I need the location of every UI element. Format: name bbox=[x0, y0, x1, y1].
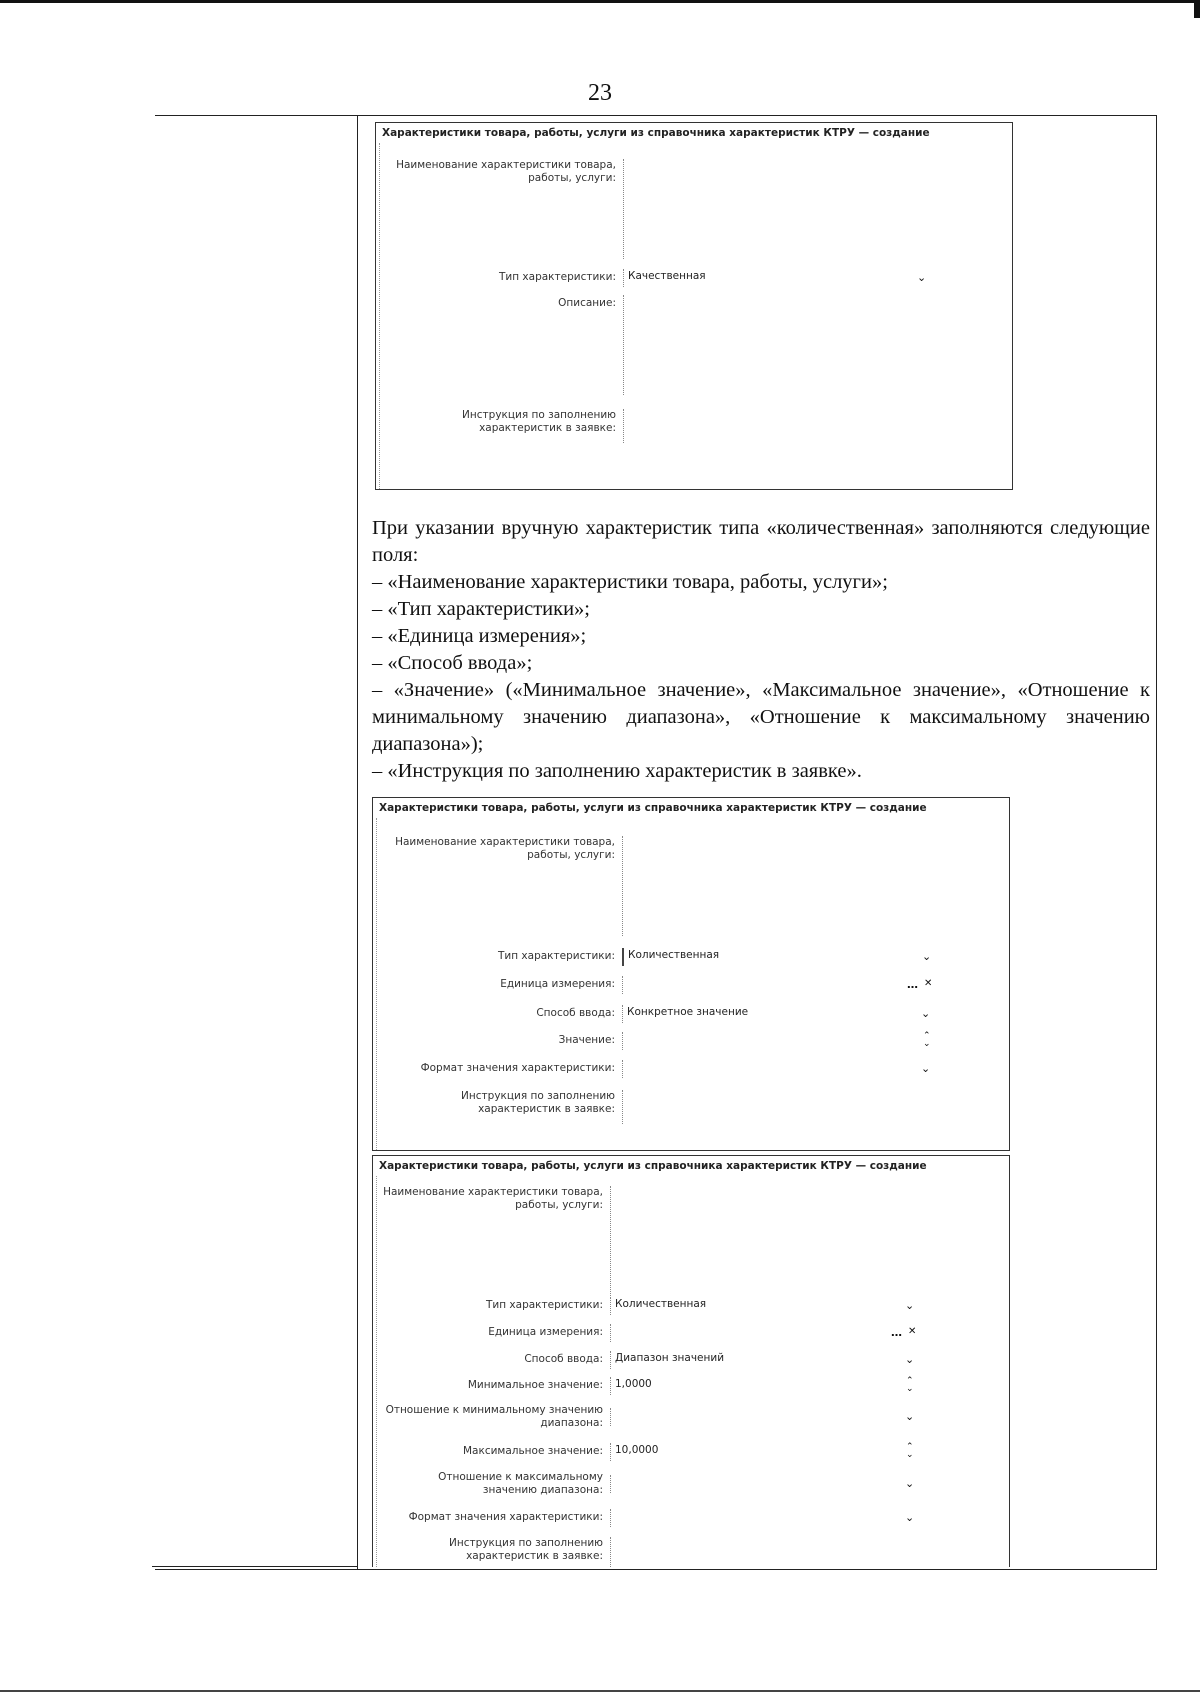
value-spinner[interactable] bbox=[622, 1032, 937, 1050]
unit-lookup[interactable] bbox=[610, 1324, 920, 1342]
field-label: Способ ввода: bbox=[524, 1353, 603, 1365]
field-label: Наименование характеристики товара, работы, услуги: bbox=[396, 159, 616, 184]
min-relation-select[interactable] bbox=[610, 1408, 920, 1426]
instruction-textarea[interactable] bbox=[610, 1537, 1000, 1567]
field-label: Наименование характеристики товара, работы, услуги: bbox=[383, 1186, 603, 1211]
chevron-down-icon[interactable]: ⌄ bbox=[922, 950, 932, 963]
table-left-bottom-rule bbox=[152, 1566, 358, 1567]
intro-paragraph: При указании вручную характеристик типа «количественная» заполняются следующие поля: bbox=[372, 517, 1150, 566]
field-label: Описание: bbox=[558, 297, 616, 309]
field-label: Инструкция по заполнению характеристик в заявке: bbox=[461, 1090, 615, 1115]
field-label: Значение: bbox=[558, 1034, 615, 1046]
input-method-select[interactable]: Конкретное значение ⌄ bbox=[622, 1005, 937, 1023]
type-select[interactable]: Качественная ⌄ bbox=[623, 269, 933, 287]
panel-edge bbox=[373, 1176, 377, 1567]
unit-lookup[interactable] bbox=[622, 976, 937, 994]
field-label: Тип характеристики: bbox=[497, 950, 615, 962]
chevron-down-icon[interactable]: ⌄ bbox=[905, 1410, 915, 1423]
spinner-up-down-icon[interactable]: ⌃ ⌄ bbox=[906, 1442, 914, 1460]
field-label: Тип характеристики: bbox=[485, 1299, 603, 1311]
max-relation-select[interactable] bbox=[610, 1475, 920, 1493]
chevron-down-icon[interactable]: ⌄ bbox=[917, 271, 927, 284]
type-select[interactable]: Количественная ⌄ bbox=[610, 1297, 920, 1315]
field-label: Формат значения характеристики: bbox=[408, 1511, 603, 1523]
ellipsis-icon[interactable]: … bbox=[907, 978, 918, 991]
name-textarea[interactable] bbox=[623, 159, 1003, 259]
format-select[interactable] bbox=[610, 1509, 920, 1527]
field-label: Единица измерения: bbox=[488, 1326, 603, 1338]
top-border-tick bbox=[1194, 0, 1200, 18]
field-label: Инструкция по заполнению характеристик в заявке: bbox=[449, 1537, 603, 1562]
field-label: Минимальное значение: bbox=[467, 1379, 603, 1391]
chevron-down-icon[interactable]: ⌄ bbox=[905, 1477, 915, 1490]
name-textarea[interactable] bbox=[610, 1186, 1000, 1296]
top-border bbox=[0, 0, 1200, 3]
chevron-down-icon[interactable]: ⌄ bbox=[905, 1511, 915, 1524]
instruction-textarea[interactable] bbox=[622, 1090, 1002, 1124]
field-label: Единица измерения: bbox=[500, 978, 615, 990]
chevron-down-icon[interactable]: ⌄ bbox=[921, 1007, 931, 1020]
list-item: – «Тип характеристики»; bbox=[372, 598, 591, 620]
chevron-down-icon[interactable]: ⌄ bbox=[905, 1299, 915, 1312]
instruction-textarea[interactable] bbox=[623, 409, 1003, 443]
chevron-down-icon[interactable]: ⌄ bbox=[921, 1062, 931, 1075]
page-number: 23 bbox=[588, 80, 612, 106]
type-select[interactable]: Количественная ⌄ bbox=[622, 948, 937, 966]
field-label: Тип характеристики: bbox=[498, 271, 616, 283]
list-item: – «Наименование характеристики товара, работы, услуги»; bbox=[372, 571, 888, 593]
spinner-up-down-icon[interactable]: ⌃ ⌄ bbox=[923, 1031, 931, 1049]
clear-x-icon[interactable]: ✕ bbox=[908, 1326, 917, 1337]
panel-title: Характеристики товара, работы, услуги из справочника характеристик КТРУ — создание bbox=[379, 1160, 927, 1172]
field-label: Формат значения характеристики: bbox=[420, 1062, 615, 1074]
chevron-down-icon[interactable]: ⌄ bbox=[905, 1353, 915, 1366]
field-label: Отношение к минимальному значению диапазона: bbox=[385, 1404, 603, 1429]
min-value-spinner[interactable]: 1,0000 ⌃ ⌄ bbox=[610, 1377, 920, 1395]
panel-edge bbox=[373, 818, 377, 1150]
ktru-create-form-quantitative-range bbox=[372, 1155, 1010, 1567]
clear-x-icon[interactable]: ✕ bbox=[924, 978, 933, 989]
field-label: Инструкция по заполнению характеристик в заявке: bbox=[462, 409, 616, 434]
list-item: – «Способ ввода»; bbox=[372, 652, 533, 674]
panel-title: Характеристики товара, работы, услуги из справочника характеристик КТРУ — создание bbox=[382, 127, 930, 139]
list-item: – «Значение» («Минимальное значение», «Максимальное значение», «Отношение к минимальному значению диапазона», «Отношение к максимальному значению диапазона»); bbox=[372, 679, 1150, 755]
panel-title: Характеристики товара, работы, услуги из справочника характеристик КТРУ — создание bbox=[379, 802, 927, 814]
ktru-create-form-qualitative bbox=[375, 122, 1013, 490]
list-item: – «Единица измерения»; bbox=[372, 625, 587, 647]
ktru-create-form-quantitative-exact bbox=[372, 797, 1010, 1151]
input-method-select[interactable]: Диапазон значений ⌄ bbox=[610, 1351, 920, 1369]
field-label: Способ ввода: bbox=[536, 1007, 615, 1019]
panel-edge bbox=[376, 143, 380, 489]
field-label: Отношение к максимальному значению диапазона: bbox=[438, 1471, 603, 1496]
table-column-divider bbox=[357, 115, 358, 1570]
instruction-text bbox=[372, 515, 1150, 785]
max-value-spinner[interactable]: 10,0000 ⌃ ⌄ bbox=[610, 1443, 920, 1461]
field-label: Максимальное значение: bbox=[462, 1445, 603, 1457]
list-item: – «Инструкция по заполнению характеристик в заявке». bbox=[372, 760, 862, 782]
spinner-up-down-icon[interactable]: ⌃ ⌄ bbox=[906, 1376, 914, 1394]
ellipsis-icon[interactable]: … bbox=[891, 1326, 902, 1339]
bottom-border bbox=[0, 1690, 1200, 1692]
description-textarea[interactable] bbox=[623, 295, 1003, 395]
field-label: Наименование характеристики товара, работы, услуги: bbox=[395, 836, 615, 861]
format-select[interactable] bbox=[622, 1060, 937, 1078]
name-textarea[interactable] bbox=[622, 836, 1002, 936]
